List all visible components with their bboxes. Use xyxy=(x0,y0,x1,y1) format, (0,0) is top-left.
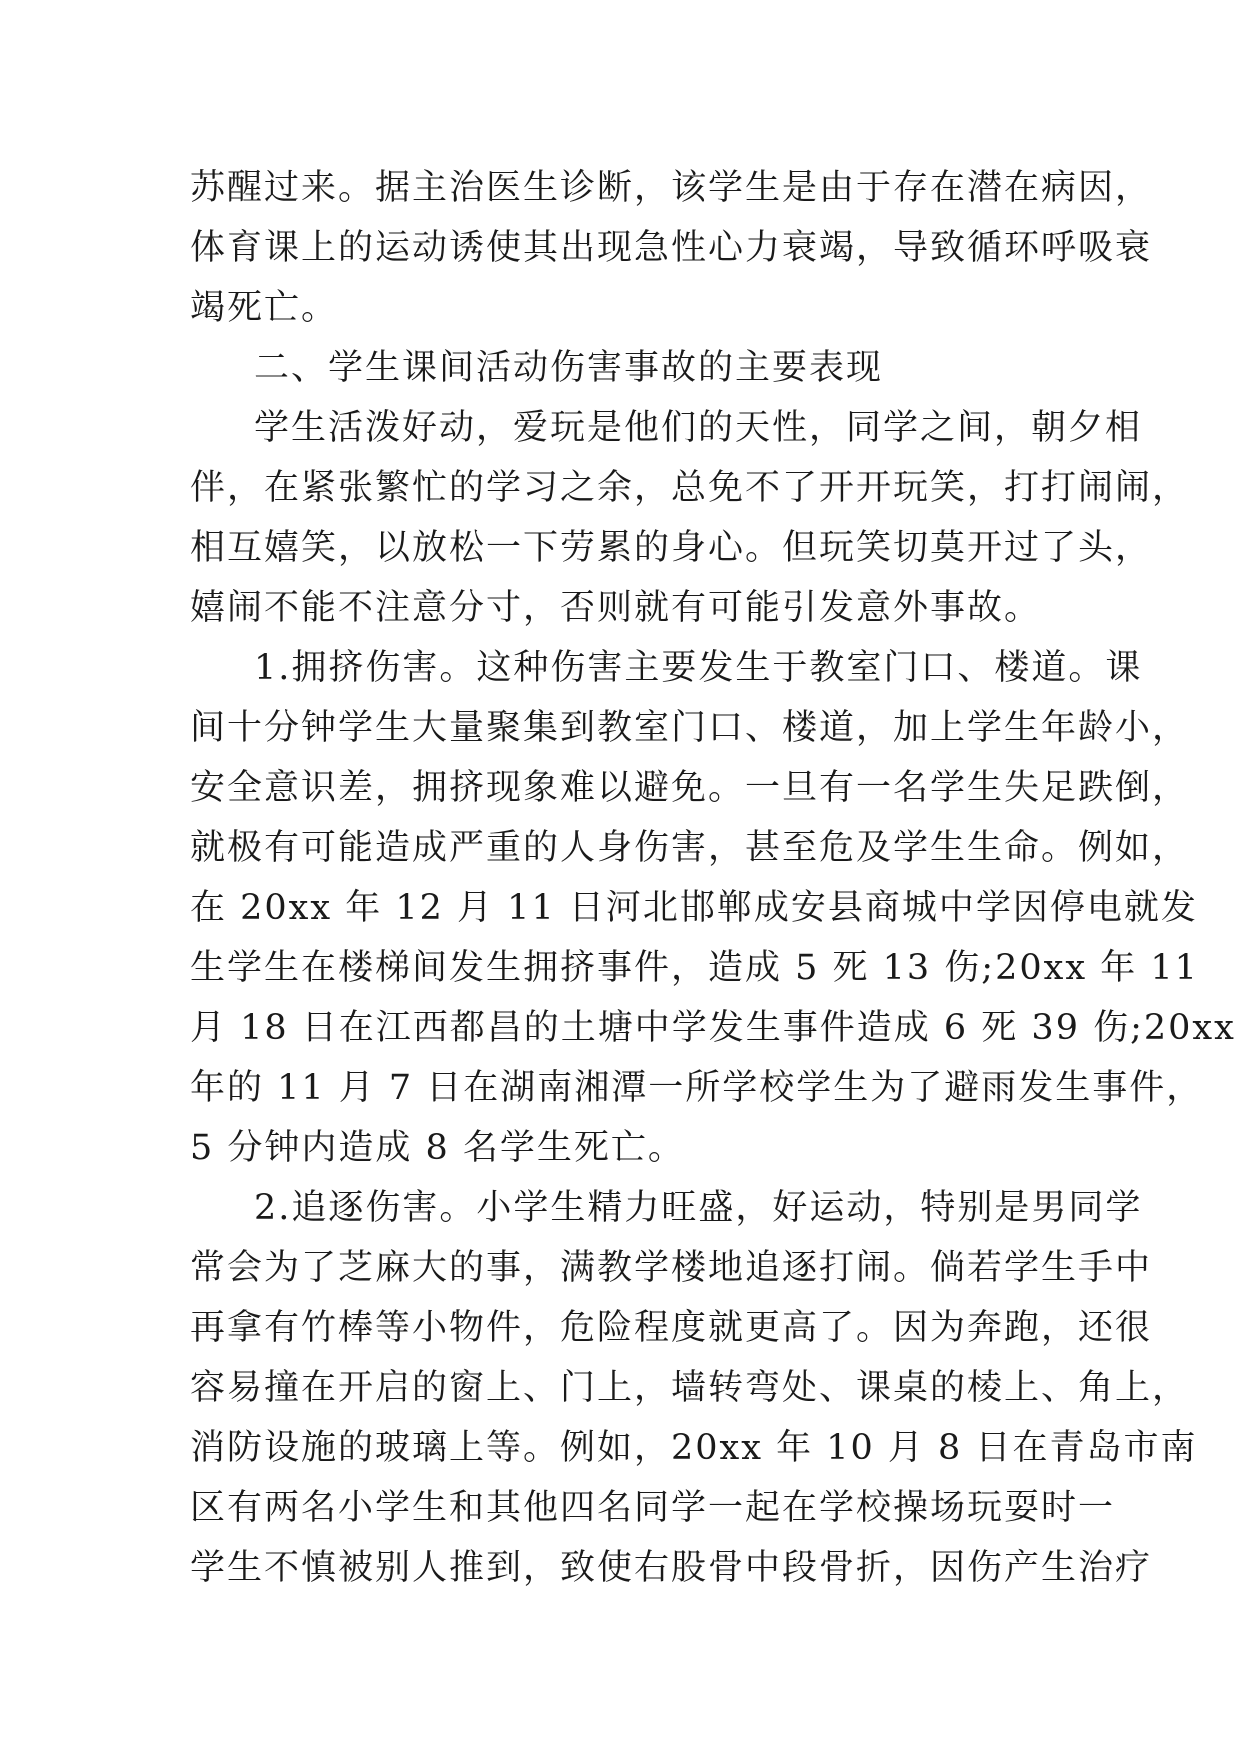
text-line: 间十分钟学生大量聚集到教室门口、楼道，加上学生年龄小， xyxy=(190,708,1190,748)
text-line: 安全意识差，拥挤现象难以避免。一旦有一名学生失足跌倒， xyxy=(190,768,1190,808)
document-body xyxy=(190,158,1236,1598)
text-line: 竭死亡。 xyxy=(190,288,339,328)
text-line: 常会为了芝麻大的事，满教学楼地追逐打闹。倘若学生手中 xyxy=(190,1248,1153,1288)
text-line: 学生不慎被别人推到，致使右股骨中段骨折，因伤产生治疗 xyxy=(190,1548,1153,1588)
text-line: 伴，在紧张繁忙的学习之余，总免不了开开玩笑，打打闹闹， xyxy=(190,468,1190,508)
text-line: 学生活泼好动，爱玩是他们的天性，同学之间，朝夕相 xyxy=(254,408,1143,448)
text-line: 嬉闹不能不注意分寸，否则就有可能引发意外事故。 xyxy=(190,588,1042,628)
text-line: 就极有可能造成严重的人身伤害，甚至危及学生生命。例如， xyxy=(190,828,1190,868)
section-heading: 二、学生课间活动伤害事故的主要表现 xyxy=(254,348,884,388)
text-line: 5 分钟内造成 8 名学生死亡。 xyxy=(190,1128,685,1168)
text-line: 体育课上的运动诱使其出现急性心力衰竭，导致循环呼吸衰 xyxy=(190,228,1153,268)
text-line: 区有两名小学生和其他四名同学一起在学校操场玩耍时一 xyxy=(190,1488,1116,1528)
text-line: 年的 11 月 7 日在湖南湘潭一所学校学生为了避雨发生事件， xyxy=(190,1068,1204,1108)
text-line: 苏醒过来。据主治医生诊断，该学生是由于存在潜在病因， xyxy=(190,168,1153,208)
text-line: 相互嬉笑，以放松一下劳累的身心。但玩笑切莫开过了头， xyxy=(190,528,1153,568)
text-line: 在 20xx 年 12 月 11 日河北邯郸成安县商城中学因停电就发 xyxy=(190,888,1198,928)
text-line: 2.追逐伤害。小学生精力旺盛，好运动，特别是男同学 xyxy=(254,1188,1143,1228)
text-line: 容易撞在开启的窗上、门上，墙转弯处、课桌的棱上、角上， xyxy=(190,1368,1190,1408)
text-line: 再拿有竹棒等小物件，危险程度就更高了。因为奔跑，还很 xyxy=(190,1308,1153,1348)
text-line: 月 18 日在江西都昌的土塘中学发生事件造成 6 死 39 伤;20xx xyxy=(190,1008,1236,1048)
text-line: 1.拥挤伤害。这种伤害主要发生于教室门口、楼道。课 xyxy=(254,648,1143,688)
text-line: 生学生在楼梯间发生拥挤事件，造成 5 死 13 伤;20xx 年 11 xyxy=(190,948,1199,988)
text-line: 消防设施的玻璃上等。例如，20xx 年 10 月 8 日在青岛市南 xyxy=(190,1428,1198,1468)
